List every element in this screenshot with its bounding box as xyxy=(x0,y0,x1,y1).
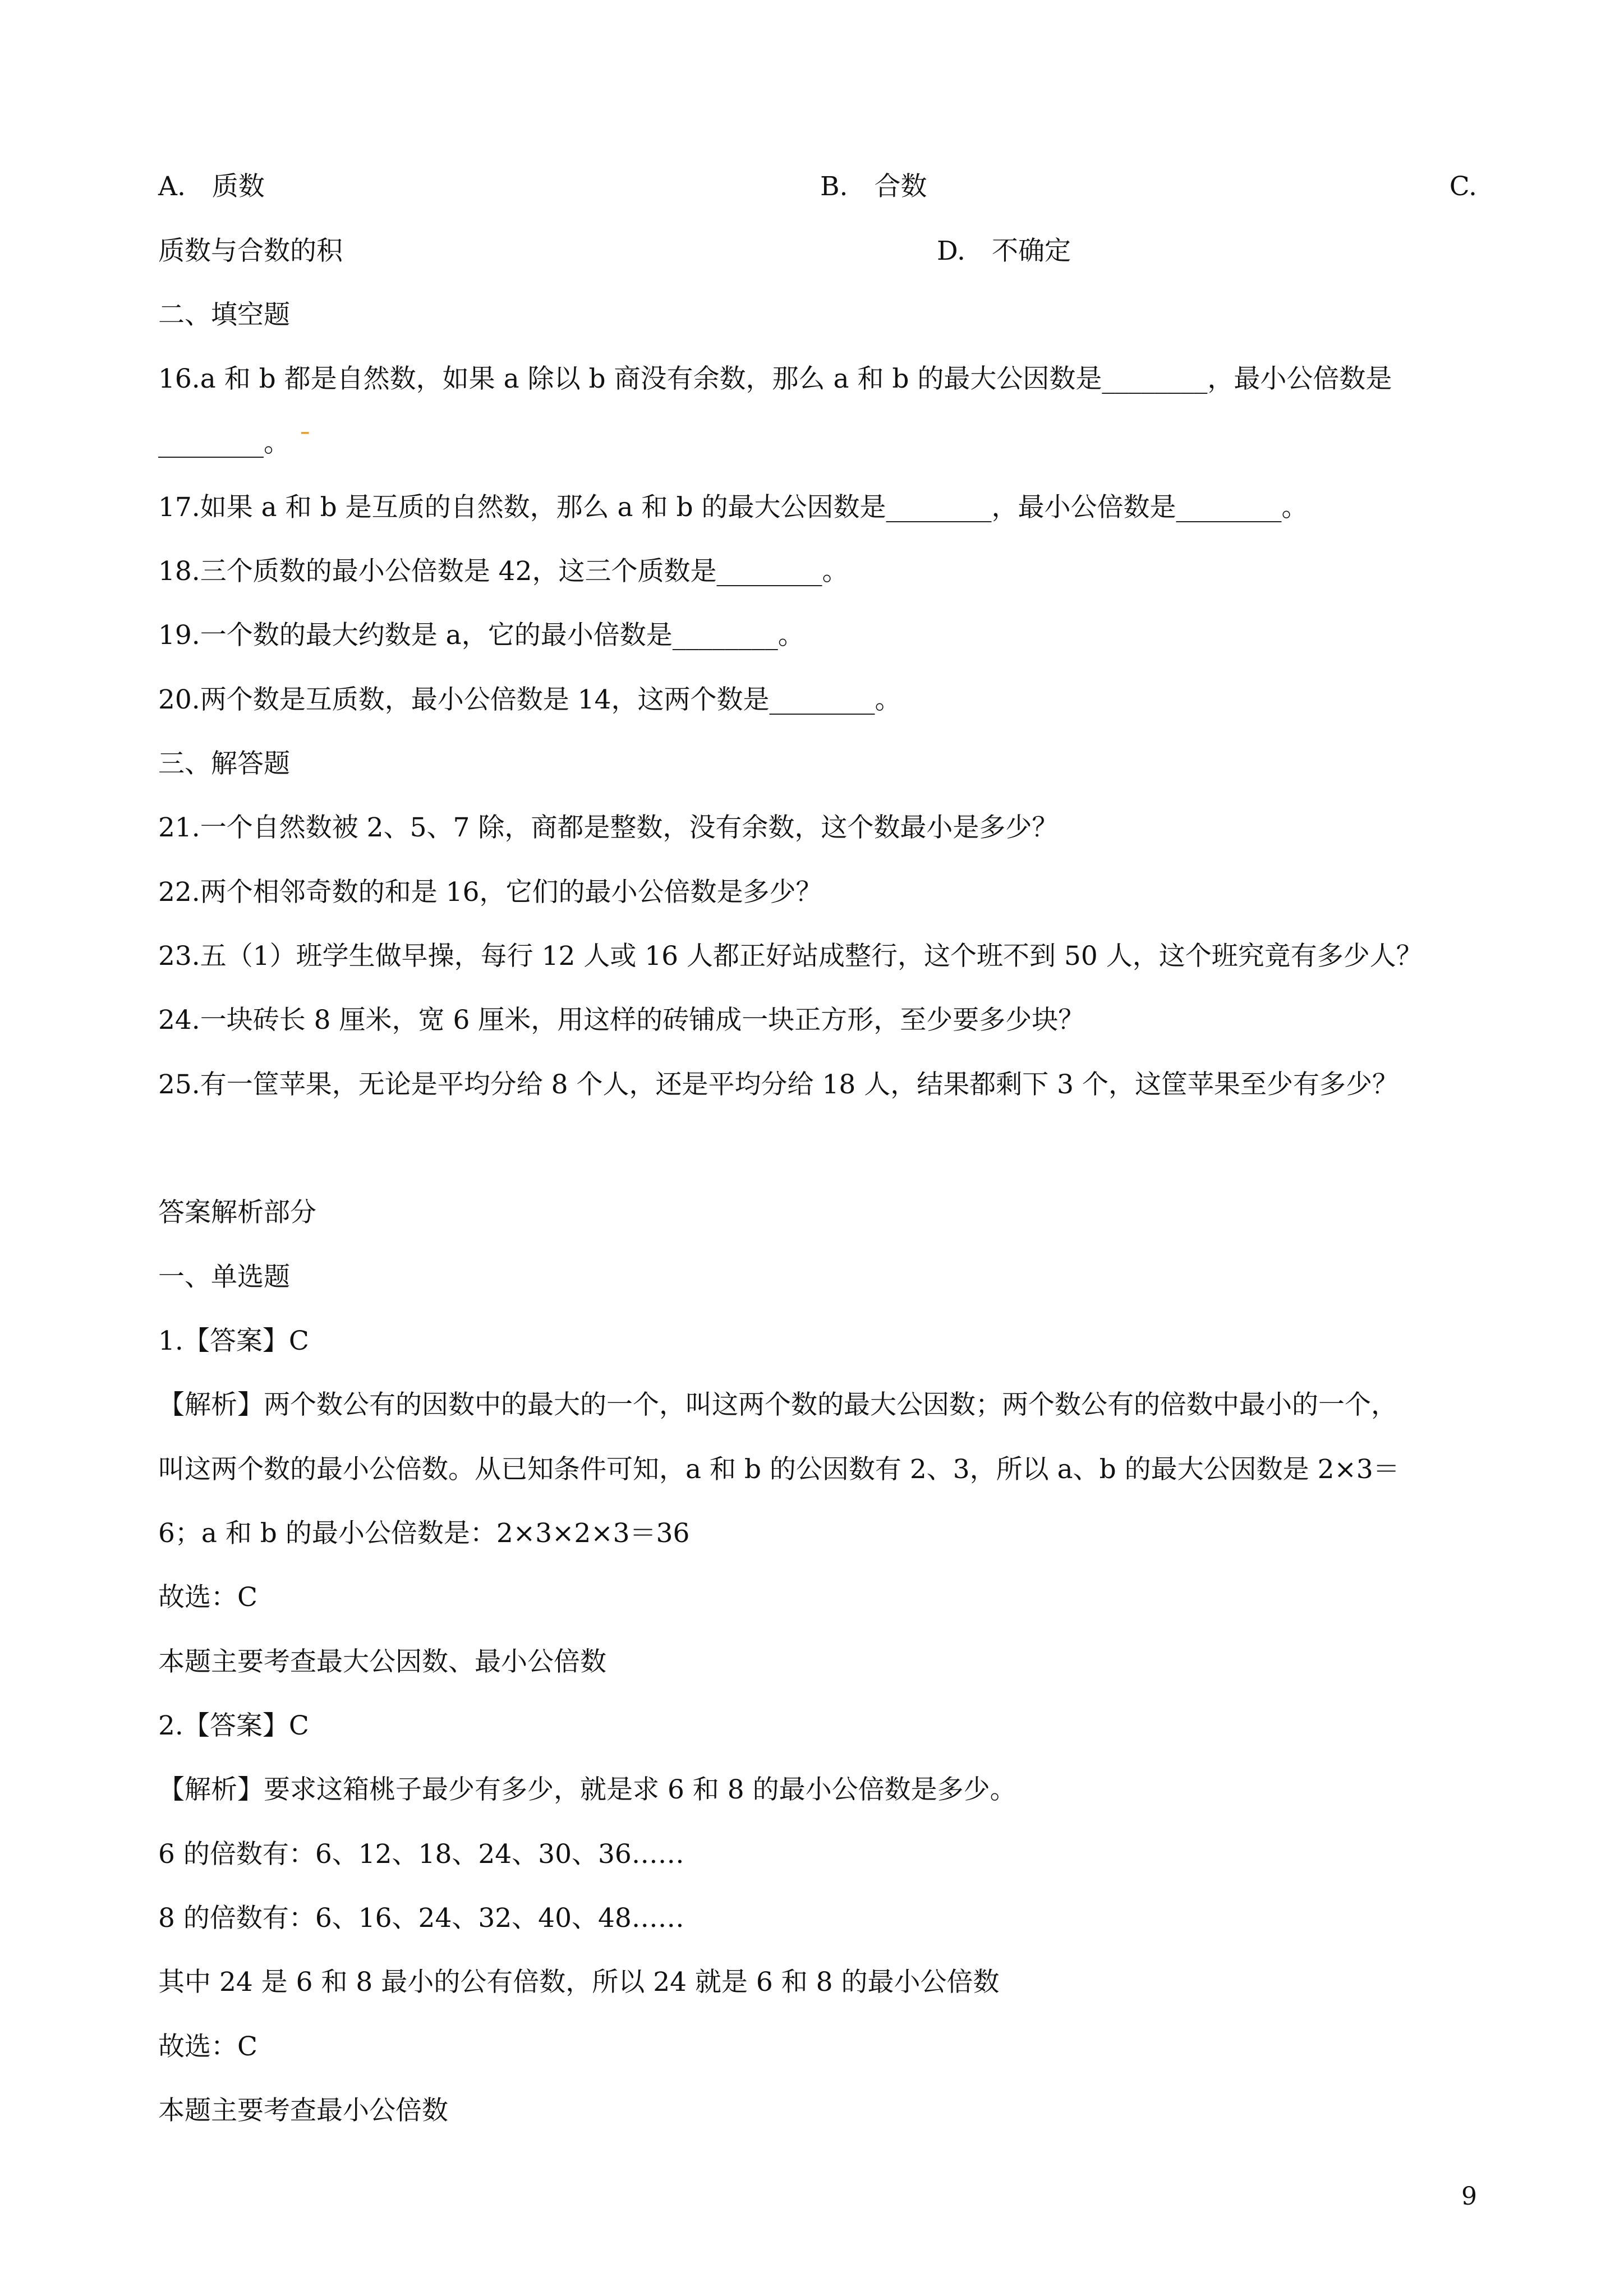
answer-2-analysis-line-2: 6 的倍数有：6、12、18、24、30、36…… xyxy=(158,1839,684,1870)
question-25: 25.有一筐苹果，无论是平均分给 8 个人，还是平均分给 18 人，结果都剩下 3 个，这筐苹果至少有多少？ xyxy=(158,1069,1398,1100)
question-21: 21.一个自然数被 2、5、7 除，商都是整数，没有余数，这个数最小是多少？ xyxy=(158,812,1059,843)
answers-title: 答案解析部分 xyxy=(158,1197,316,1228)
option-b: B. 合数 xyxy=(820,171,927,202)
question-22: 22.两个相邻奇数的和是 16，它们的最小公倍数是多少？ xyxy=(158,877,822,908)
page-number: 9 xyxy=(1461,2182,1477,2211)
option-c: C. xyxy=(1449,171,1477,202)
option-a: A. 质数 xyxy=(158,171,265,202)
answer-1-analysis-line-1: 【解析】两个数公有的因数中的最大的一个，叫这两个数的最大公因数；两个数公有的倍数中最小的一个， xyxy=(158,1389,1397,1420)
answer-1-analysis-line-3: 6；a 和 b 的最小公倍数是：2×3×2×3＝36 xyxy=(158,1518,690,1549)
option-c-text: 质数与合数的积 xyxy=(158,236,343,266)
answer-1-choice: 故选：C xyxy=(158,1582,257,1613)
answer-2-note: 本题主要考查最小公倍数 xyxy=(158,2095,448,2126)
answer-2: 2.【答案】C xyxy=(158,1710,309,1741)
answer-1-analysis-line-2: 叫这两个数的最小公倍数。从已知条件可知，a 和 b 的公因数有 2、3，所以 a、b 的最大公因数是 2×3＝ xyxy=(158,1454,1400,1485)
stray-mark: ˉ xyxy=(290,427,312,458)
answer-1-note: 本题主要考查最大公因数、最小公倍数 xyxy=(158,1646,606,1677)
question-17: 17.如果 a 和 b 是互质的自然数，那么 a 和 b 的最大公因数是________，最小公倍数是________。 xyxy=(158,492,1308,523)
answer-2-analysis-line-1: 【解析】要求这箱桃子最少有多少，就是求 6 和 8 的最小公倍数是多少。 xyxy=(158,1774,1016,1805)
section-answer-title: 三、解答题 xyxy=(158,748,290,779)
question-24: 24.一块砖长 8 厘米，宽 6 厘米，用这样的砖铺成一块正方形，至少要多少块？ xyxy=(158,1005,1085,1036)
answer-2-choice: 故选：C xyxy=(158,2031,257,2062)
section-fill-in-title: 二、填空题 xyxy=(158,300,290,330)
question-16-line-2: ________。 ˉ xyxy=(158,427,312,458)
question-18: 18.三个质数的最小公倍数是 42，这三个质数是________。 xyxy=(158,556,849,587)
question-20: 20.两个数是互质数，最小公倍数是 14，这两个数是________。 xyxy=(158,684,901,715)
question-16-line-1: 16.a 和 b 都是自然数，如果 a 除以 b 商没有余数，那么 a 和 b 的最大公因数是________，最小公倍数是 xyxy=(158,364,1392,394)
answer-1: 1.【答案】C xyxy=(158,1326,309,1356)
answer-2-analysis-line-4: 其中 24 是 6 和 8 最小的公有倍数，所以 24 就是 6 和 8 的最小公倍数 xyxy=(158,1967,1000,1998)
answer-2-analysis-line-3: 8 的倍数有：6、16、24、32、40、48…… xyxy=(158,1903,684,1934)
question-23: 23.五（1）班学生做早操，每行 12 人或 16 人都正好站成整行，这个班不到 50 人，这个班究竟有多少人？ xyxy=(158,941,1423,972)
option-d: D. 不确定 xyxy=(937,236,1071,266)
question-19: 19.一个数的最大约数是 a，它的最小倍数是________。 xyxy=(158,620,804,651)
section-single-choice-title: 一、单选题 xyxy=(158,1262,290,1292)
